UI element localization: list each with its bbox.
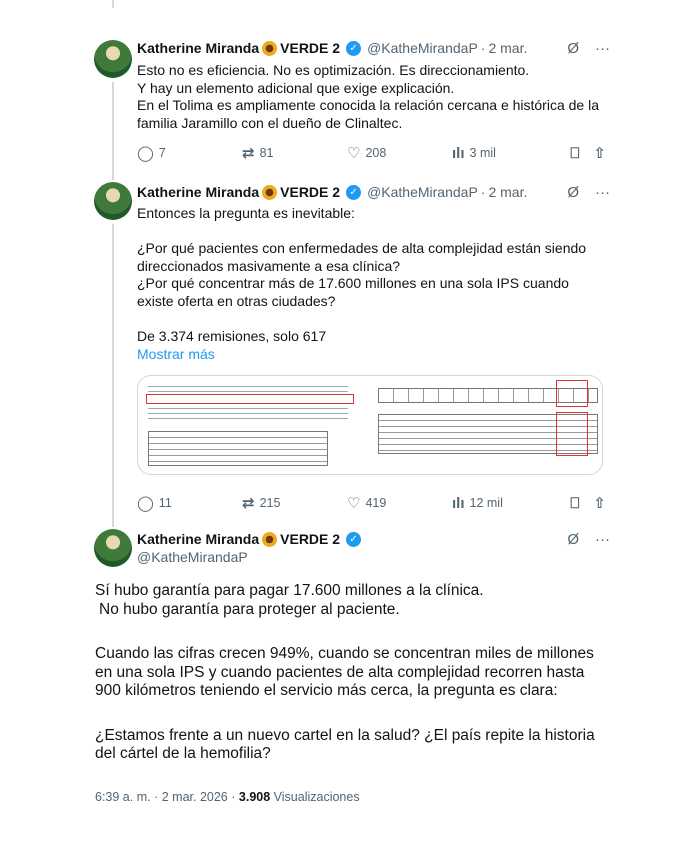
document-table-image[interactable] bbox=[137, 375, 603, 475]
retweet-count: 81 bbox=[259, 146, 274, 160]
tweet-text-line: Esto no es eficiencia. No es optimización. Es direccionamiento. bbox=[137, 62, 530, 78]
tweet-text-line: En el Tolima es ampliamente conocida la relación cercana e histórica de la familia Jaramillo con el dueño de Clinaltec. bbox=[137, 97, 599, 131]
tweet-1[interactable] bbox=[80, 30, 620, 175]
author-name[interactable]: Katherine Miranda bbox=[137, 40, 260, 56]
verified-icon: ✓ bbox=[346, 532, 361, 547]
tweet-header bbox=[137, 184, 527, 200]
tweet-timestamp[interactable] bbox=[95, 790, 360, 804]
reply-icon: ◯ bbox=[137, 495, 154, 512]
grok-icon[interactable]: Ø bbox=[567, 40, 579, 57]
tweet-text-line: Y hay un elemento adicional que exige explicación. bbox=[137, 79, 455, 96]
avatar[interactable] bbox=[94, 182, 132, 220]
tweet-header bbox=[137, 40, 527, 56]
tweet-text-line: ¿Por qué concentrar más de 17.600 millones en una sola IPS cuando existe oferta en otras ciudades? bbox=[137, 275, 569, 309]
tweet-3-focused bbox=[80, 517, 620, 817]
tweet-text-line: No hubo garantía para proteger al paciente. bbox=[99, 600, 400, 618]
tweet-text-line: Cuando las cifras crecen 949%, cuando se concentran miles de millones en una sola IPS y cuando pacientes de alta complejidad recorren hasta 900 kilómetros teniendo el servicio más cerca, la pregunta es clara: bbox=[95, 645, 594, 699]
thread-line bbox=[112, 224, 114, 524]
heart-icon: ♡ bbox=[347, 145, 361, 162]
tweet-date[interactable]: 2 mar. bbox=[488, 184, 528, 200]
retweet-count: 215 bbox=[259, 496, 281, 510]
thread-line bbox=[112, 517, 114, 527]
author-suffix: VERDE 2 bbox=[280, 531, 341, 547]
sunflower-icon bbox=[262, 185, 277, 200]
bookmark-icon[interactable]: ⎕ bbox=[570, 144, 580, 162]
reply-button[interactable] bbox=[137, 144, 242, 162]
tweet-2[interactable] bbox=[80, 172, 620, 517]
retweet-icon: ⇄ bbox=[242, 145, 255, 162]
tweet-full-date: 2 mar. 2026 bbox=[161, 790, 228, 804]
like-count: 208 bbox=[365, 146, 387, 160]
more-icon[interactable]: ··· bbox=[595, 40, 610, 57]
grok-icon[interactable]: Ø bbox=[567, 184, 579, 201]
separator: · bbox=[480, 40, 486, 56]
view-count: 3 mil bbox=[469, 146, 496, 160]
verified-icon: ✓ bbox=[346, 41, 361, 56]
sunflower-icon bbox=[262, 532, 277, 547]
bookmark-icon[interactable]: ⎕ bbox=[570, 494, 580, 512]
thread-line bbox=[112, 172, 114, 180]
retweet-button[interactable] bbox=[242, 144, 347, 162]
view-count: 3.908 bbox=[238, 790, 271, 804]
author-name[interactable]: Katherine Miranda bbox=[137, 184, 260, 200]
views-icon: ılı bbox=[452, 494, 465, 512]
separator: · bbox=[231, 790, 236, 804]
reply-button[interactable] bbox=[137, 494, 242, 512]
tweet-text-line: De 3.374 remisiones, solo 617 bbox=[137, 328, 327, 345]
author-handle[interactable]: @KatheMirandaP bbox=[367, 184, 478, 200]
more-icon[interactable]: ··· bbox=[595, 531, 610, 548]
tweet-text-line: ¿Por qué pacientes con enfermedades de alta complejidad están siendo direccionados masivamente a esa clínica? bbox=[137, 240, 587, 274]
grok-icon[interactable]: Ø bbox=[567, 531, 579, 548]
author-suffix: VERDE 2 bbox=[280, 40, 341, 56]
like-button[interactable] bbox=[347, 494, 452, 512]
reply-icon: ◯ bbox=[137, 145, 154, 162]
heart-icon: ♡ bbox=[347, 495, 361, 512]
author-handle[interactable]: @KatheMirandaP bbox=[367, 40, 478, 56]
thread-line bbox=[112, 82, 114, 177]
tweet-time: 6:39 a. m. bbox=[95, 790, 151, 804]
view-count: 12 mil bbox=[469, 496, 503, 510]
retweet-icon: ⇄ bbox=[242, 495, 255, 512]
reply-count: 7 bbox=[158, 146, 166, 160]
like-count: 419 bbox=[365, 496, 387, 510]
sunflower-icon bbox=[262, 41, 277, 56]
tweet-text-line: Entonces la pregunta es inevitable: bbox=[137, 205, 355, 221]
reply-count: 11 bbox=[158, 496, 172, 510]
views-icon: ılı bbox=[452, 144, 465, 162]
separator: · bbox=[154, 790, 159, 804]
share-icon[interactable]: ⇧ bbox=[593, 145, 606, 162]
tweet-date[interactable]: 2 mar. bbox=[488, 40, 528, 56]
views-label: Visualizaciones bbox=[273, 790, 360, 804]
avatar[interactable] bbox=[94, 529, 132, 567]
author-handle[interactable]: @KatheMirandaP bbox=[137, 549, 248, 565]
author-suffix: VERDE 2 bbox=[280, 184, 341, 200]
separator: · bbox=[480, 184, 486, 200]
verified-icon: ✓ bbox=[346, 185, 361, 200]
show-more-link[interactable]: Mostrar más bbox=[137, 345, 215, 362]
like-button[interactable] bbox=[347, 144, 452, 162]
views-button[interactable] bbox=[452, 145, 557, 162]
author-name[interactable]: Katherine Miranda bbox=[137, 531, 260, 547]
avatar[interactable] bbox=[94, 40, 132, 78]
more-icon[interactable]: ··· bbox=[595, 184, 610, 201]
retweet-button[interactable] bbox=[242, 494, 347, 512]
share-icon[interactable]: ⇧ bbox=[593, 495, 606, 512]
tweet-header bbox=[137, 531, 364, 547]
tweet-text-line: ¿Estamos frente a un nuevo cartel en la salud? ¿El país repite la historia del cártel de la hemofilia? bbox=[95, 726, 595, 762]
thread-line bbox=[112, 0, 114, 8]
views-button[interactable] bbox=[452, 495, 557, 512]
tweet-text-line: Sí hubo garantía para pagar 17.600 millones a la clínica. bbox=[95, 582, 484, 599]
